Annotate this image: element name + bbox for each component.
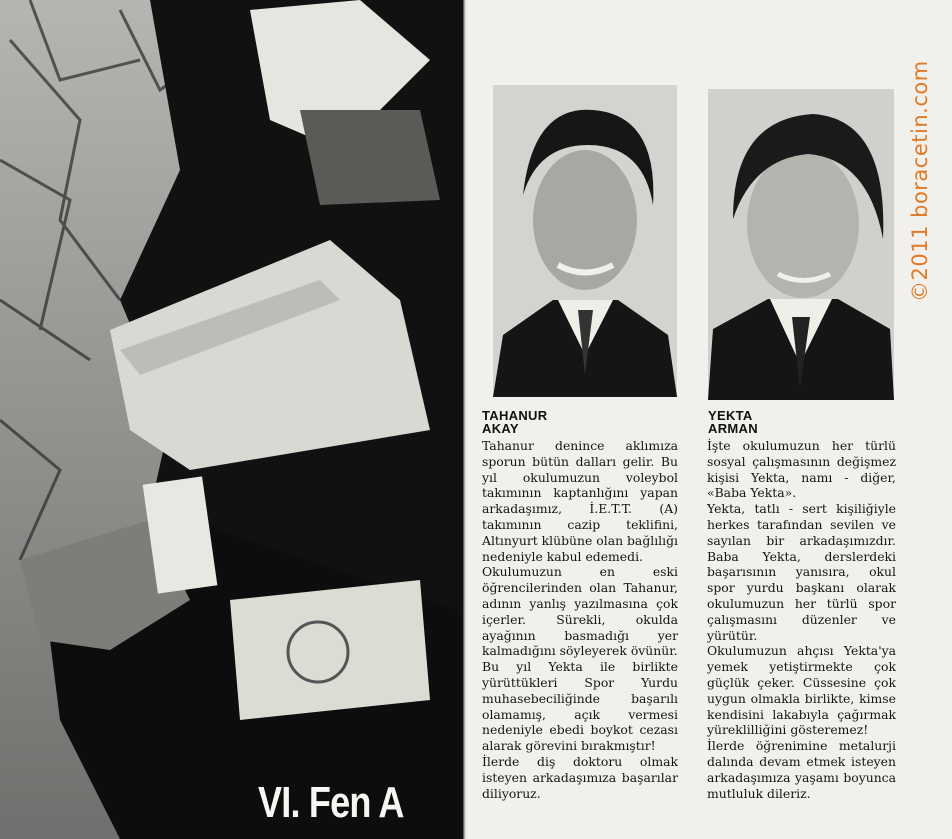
collage-photo: [0, 0, 463, 839]
collage-photo-illustration: [0, 0, 463, 839]
bio-paragraph: Okulumuzun ahçısı Yekta'ya yemek yetiştirmekte çok güçlük çeker. Cüssesine çok uygun olmakla birlikte, kimse kendisini lakabıyla çağırmak yüreklilliğini gösteremez!: [707, 643, 896, 738]
student-1-last-name: AKAY: [482, 421, 519, 436]
class-title: VI. Fen A: [258, 778, 404, 827]
portrait-yekta-arman: [708, 89, 894, 400]
bio-paragraph: İşte okulumuzun her türlü sosyal çalışmasının değişmez kişisi Yekta, namı - diğer, «Baba Yekta».: [707, 438, 896, 501]
bio-paragraph: İlerde diş doktoru olmak isteyen arkadaşımıza başarılar diliyoruz.: [482, 753, 678, 801]
bio-paragraph: İlerde öğrenimine metalurji dalında devam etmek isteyen arkadaşımıza yaşamı boyunca mutluluk dileriz.: [707, 738, 896, 801]
student-2-first-name: YEKTA: [708, 408, 753, 423]
student-2-last-name: ARMAN: [708, 421, 758, 436]
student-1-first-name: TAHANUR: [482, 408, 548, 423]
bio-paragraph: Tahanur denince aklımıza sporun bütün dalları gelir. Bu yıl okulumuzun voleybol takımının kaptanlığını yapan arkadaşımız, İ.E.T.T. (A) takımının cazip teklifini, Altınyurt klübüne olan bağlılığı nedeniyle kabul edemedi.: [482, 438, 678, 564]
page-gutter: [463, 0, 467, 839]
student-1-bio: [482, 438, 678, 801]
student-name-1: [482, 409, 547, 435]
bio-paragraph: Okulumuzun en eski öğrencilerinden olan Tahanur, adının yanlış yazılmasına çok içerler. Sürekli, okulda ayağının basmadığı yer kalmadığını söyleyerek övünür.: [482, 564, 678, 659]
portrait-tahanur-akay: [493, 85, 677, 397]
copyright-watermark: ©2011 boracetin.com: [908, 60, 932, 302]
bio-paragraph: Bu yıl Yekta ile birlikte yürüttükleri Spor Yurdu muhasebeciliğinde başarılı olamamış, açık vermesi nedeniyle ebedi boykot cezası alarak görevini bırakmıştır!: [482, 659, 678, 754]
student-2-bio: [707, 438, 896, 801]
student-name-2: [708, 409, 758, 435]
bio-paragraph: Yekta, tatlı - sert kişiliğiyle herkes tarafından sevilen ve sayılan bir arkadaşımızdır. Baba Yekta, derslerdeki başarısının yanısıra, okul spor yurdu başkanı olarak okulumuzun her türlü spor çalışmasını düzenler ve yürütür.: [707, 501, 896, 643]
